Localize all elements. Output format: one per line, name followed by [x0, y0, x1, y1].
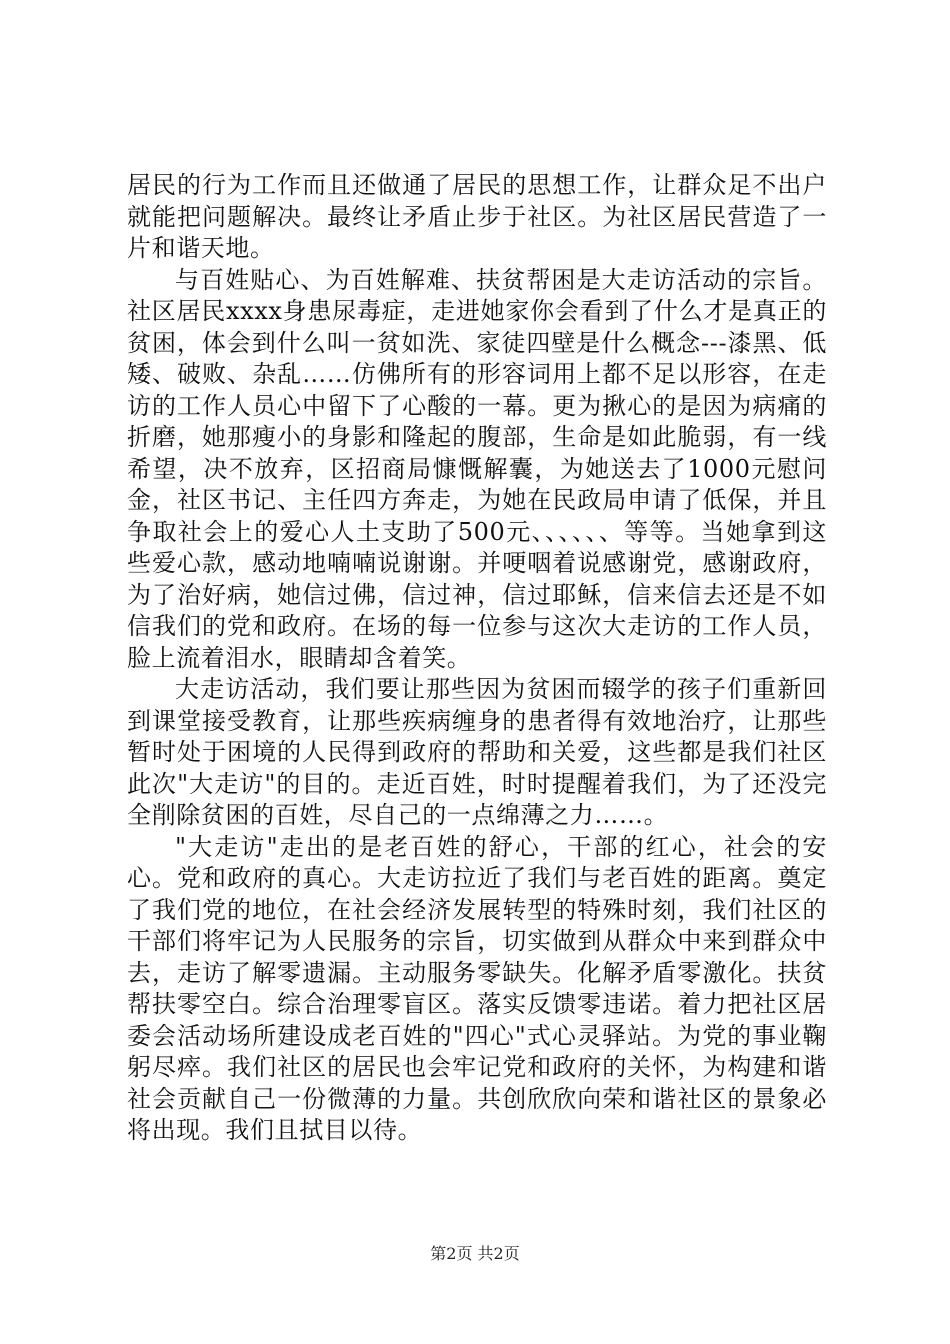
paragraph-1: 居民的行为工作而且还做通了居民的思想工作，让群众足不出户就能把问题解决。最终让矛盾止步于社区。为社区居民营造了一片和谐天地。 — [127, 171, 827, 262]
paragraph-4: "大走访"走出的是老百姓的舒心，干部的红心，社会的安心。党和政府的真心。大走访拉近了我们与老百姓的距离。奠定了我们党的地位，在社会经济发展转型的特殊时刻，我们社区的干部们将牢记为人民服务的宗旨，切实做到从群众中来到群众中去，走访了解零遗漏。主动服务零缺失。化解矛盾零激化。扶贫帮扶零空白。综合治理零盲区。落实反馈零违诺。着力把社区居委会活动场所建设成老百姓的"四心"式心灵驿站。为党的事业鞠躬尽瘁。我们社区的居民也会牢记党和政府的关怀，为构建和谐社会贡献自己一份微薄的力量。共创欣欣向荣和谐社区的景象必将出现。我们且拭目以待。 — [127, 832, 827, 1144]
page-footer: 第2页 共2页 — [430, 1244, 520, 1263]
document-body — [127, 170, 827, 1147]
paragraph-2: 与百姓贴心、为百姓解难、扶贫帮困是大走访活动的宗旨。社区居民xxxx身患尿毒症，走进她家你会看到了什么才是真正的贫困，体会到什么叫一贫如洗、家徒四壁是什么概念---漆黑、低矮、破败、杂乱……仿佛所有的形容词用上都不足以形容，在走访的工作人员心中留下了心酸的一幕。更为揪心的是因为病痛的折磨，她那瘦小的身影和隆起的腹部，生命是如此脆弱，有一线希望，决不放弃，区招商局慷慨解囊，为她送去了1000元慰问金，社区书记、主任四方奔走，为她在民政局申请了低保，并且争取社会上的爱心人土支助了500元、、、、、、等等。当她拿到这些爱心款，感动地喃喃说谢谢。并哽咽着说感谢党，感谢政府，为了治好病，她信过佛，信过神，信过耶稣，信来信去还是不如信我们的党和政府。在场的每一位参与这次大走访的工作人员，脸上流着泪水，眼睛却含着笑。 — [127, 265, 827, 672]
paragraph-3: 大走访活动，我们要让那些因为贫困而辍学的孩子们重新回到课堂接受教育，让那些疾病缠身的患者得有效地治疗，让那些暂时处于困境的人民得到政府的帮助和关爱，这些都是我们社区此次"大走访"的目的。走近百姓，时时提醒着我们，为了还没完全削除贫困的百姓，尽自己的一点绵薄之力……。 — [127, 675, 827, 829]
